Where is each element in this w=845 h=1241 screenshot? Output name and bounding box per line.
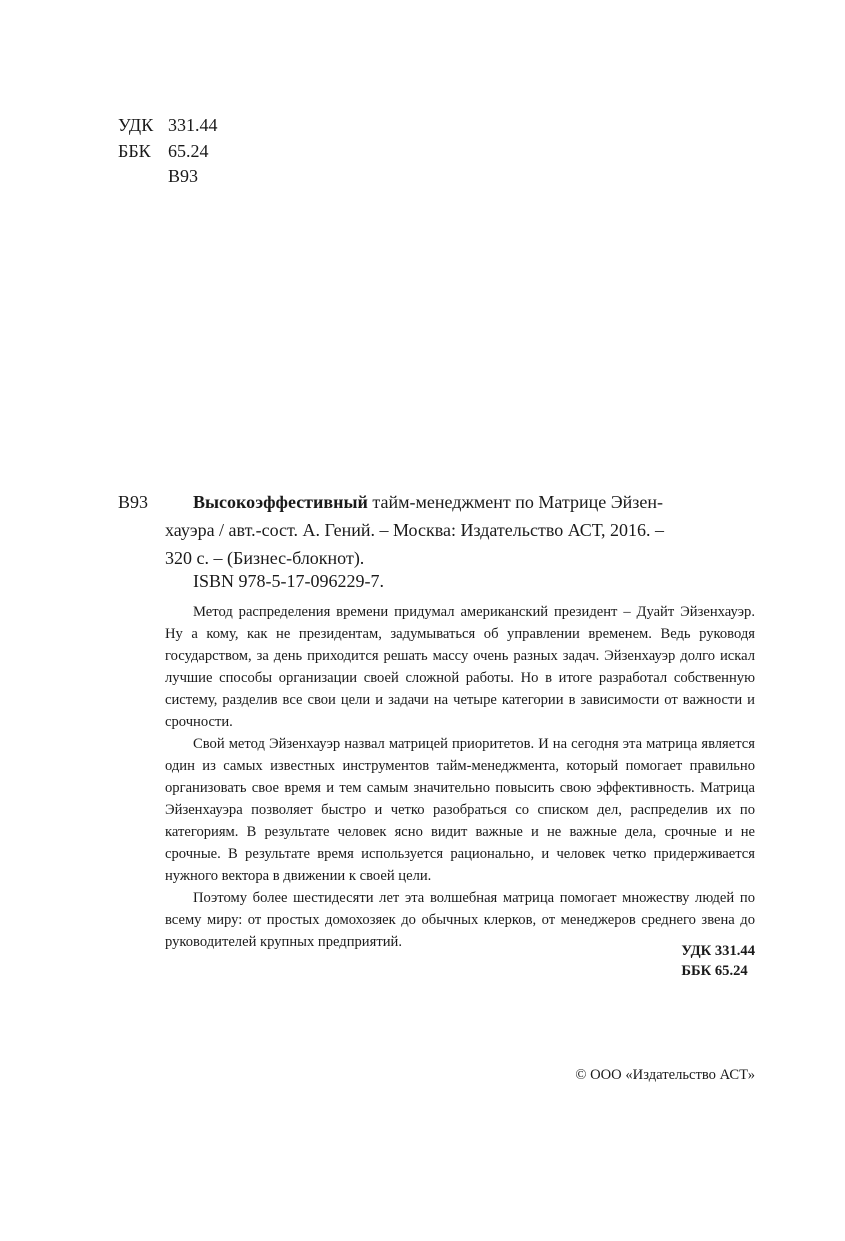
bbk-row bbox=[118, 139, 218, 165]
book-title: Высокоэффестивный bbox=[193, 492, 368, 512]
udk-label: УДК bbox=[118, 115, 154, 135]
isbn: ISBN 978-5-17-096229-7. bbox=[193, 571, 384, 591]
classification-codes-top bbox=[118, 113, 218, 190]
bibliographic-description bbox=[165, 488, 755, 572]
annotation-paragraph-2: Свой метод Эйзенхауэр назвал матрицей приоритетов. И на сегодня эта матрица является один из самых известных инструментов тайм-менеджмента, который помогает правильно организовать свое время и тем самым значительно повысить свою эффективность. Матрица Эйзенхауэра позволяет быстро и четко разобраться со списком дел, распределив их по категориям. В результате человек ясно видит важные и не важные дела, срочные и не срочные. В результате время используется рационально, и человек четко придерживается нужного вектора в движении к своей цели. bbox=[165, 736, 755, 884]
bbk-label: ББК bbox=[118, 140, 151, 161]
bib-line-1-rest: тайм-менеджмент по Матрице Эйзен- bbox=[367, 492, 663, 512]
udk-row bbox=[118, 113, 218, 139]
annotation bbox=[165, 601, 755, 953]
annotation-paragraph-3: Поэтому более шестидесяти лет эта волшебная матрица помогает множеству людей по всему миру: от простых домохозяек до обычных клерков, от менеджеров среднего звена до руководителей крупных предприятий. bbox=[165, 890, 755, 950]
copyright: © ООО «Издательство АСТ» bbox=[575, 1067, 755, 1083]
bib-line-3: 320 с. – (Бизнес-блокнот). bbox=[165, 548, 365, 568]
bbk-bottom: ББК 65.24 bbox=[681, 963, 748, 979]
bib-line-1 bbox=[165, 488, 755, 516]
bib-line-2: хауэра / авт.-сост. А. Гений. – Москва: Издательство АСТ, 2016. – bbox=[165, 520, 664, 540]
author-sign-top: В93 bbox=[168, 166, 199, 186]
udk-bottom: УДК 331.44 bbox=[681, 943, 755, 959]
author-sign-row bbox=[118, 164, 218, 190]
classification-codes-bottom bbox=[681, 941, 755, 981]
annotation-paragraph-1: Метод распределения времени придумал американский президент – Дуайт Эйзенхауэр. Ну а кому, как не президентам, задумываться об управлении временем. Ведь руководя государством, за день приходится решать массу очень разных задач. Эйзенхауэр долго искал лучшие способы организации своей сложной работы. Но в итоге разработал собственную систему, разделив все свои цели и задачи на четыре категории в зависимости от важности и срочности. bbox=[165, 604, 755, 730]
udk-value: 331.44 bbox=[168, 115, 218, 135]
author-sign-bib: В93 bbox=[118, 492, 149, 512]
bbk-value: 65.24 bbox=[168, 140, 209, 161]
